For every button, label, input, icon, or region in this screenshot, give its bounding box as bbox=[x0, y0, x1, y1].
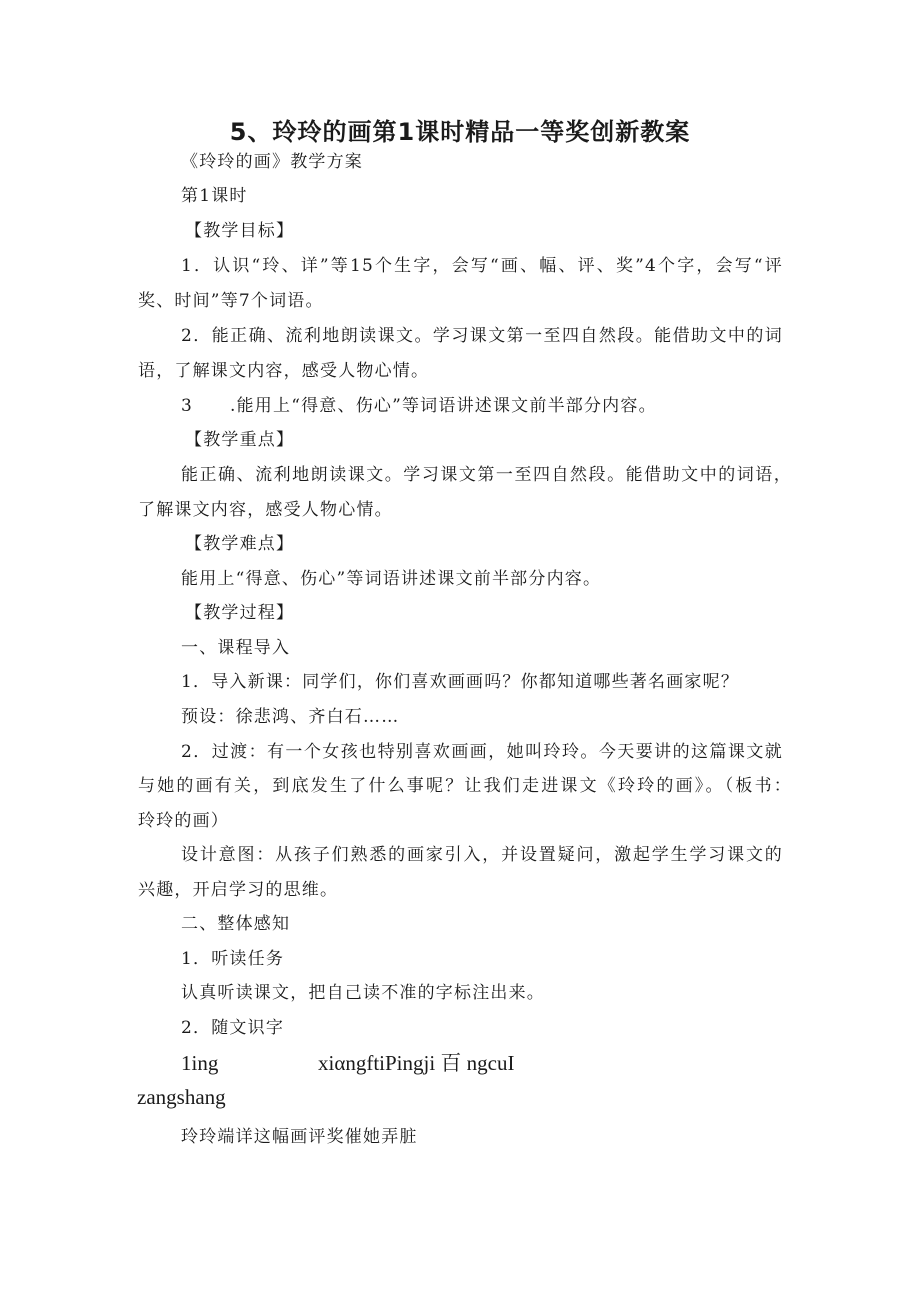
section-2-item-1: 1．听读任务 bbox=[181, 949, 285, 969]
pinyin-line-1-part-1: 1ing bbox=[181, 1051, 219, 1075]
difficulties-line-1: 能用上“得意、伤心”等词语讲述课文前半部分内容。 bbox=[181, 569, 602, 589]
section-2-heading: 二、整体感知 bbox=[181, 914, 291, 934]
document-title: 5、玲玲的画第1课时精品一等奖创新教案 bbox=[229, 118, 691, 146]
key-points-heading: 【教学重点】 bbox=[185, 430, 295, 450]
goal-item-3-text: .能用上“得意、伤心”等词语讲述课文前半部分内容。 bbox=[230, 396, 657, 416]
goal-item-1-line-2: 奖、时间”等7个词语。 bbox=[138, 291, 324, 311]
vocabulary-characters-line: 玲玲端详这幅画评奖催她弄脏 bbox=[181, 1127, 418, 1147]
goal-item-2-line-2: 语，了解课文内容，感受人物心情。 bbox=[138, 361, 430, 381]
section-1-item-2-line-3: 玲玲的画） bbox=[138, 811, 229, 831]
pinyin-line-1-part-2: xiαngftiPingji 百 ngcuI bbox=[318, 1051, 515, 1075]
section-2-item-1-text: 认真听读课文，把自己读不准的字标注出来。 bbox=[181, 983, 545, 1003]
pinyin-line-2: zangshang bbox=[137, 1085, 226, 1109]
section-2-item-2: 2．随文识字 bbox=[181, 1018, 285, 1038]
process-heading: 【教学过程】 bbox=[185, 603, 295, 623]
goal-item-3-number: 3 bbox=[181, 396, 194, 416]
key-points-line-1: 能正确、流利地朗读课文。学习课文第一至四自然段。能借助文中的词语， bbox=[181, 465, 792, 485]
section-1-item-2-line-2: 与她的画有关，到底发生了什么事呢？让我们走进课文《玲玲的画》。（板书： bbox=[138, 776, 792, 796]
goals-heading: 【教学目标】 bbox=[185, 221, 295, 241]
section-1-heading: 一、课程导入 bbox=[181, 638, 291, 658]
section-1-item-1: 1．导入新课：同学们，你们喜欢画画吗？你都知道哪些著名画家呢？ bbox=[181, 672, 740, 692]
section-1-design-line-1: 设计意图：从孩子们熟悉的画家引入，并设置疑问，激起学生学习课文的 bbox=[181, 845, 783, 865]
lesson-number: 第1课时 bbox=[181, 186, 248, 206]
section-1-item-2-line-1: 2．过渡：有一个女孩也特别喜欢画画，她叫玲玲。今天要讲的这篇课文就 bbox=[181, 742, 783, 762]
section-1-preset: 预设：徐悲鸿、齐白石…… bbox=[181, 707, 400, 727]
section-1-design-line-2: 兴趣，开启学习的思维。 bbox=[138, 880, 339, 900]
lesson-plan-subtitle: 《玲玲的画》教学方案 bbox=[181, 152, 363, 172]
key-points-line-2: 了解课文内容，感受人物心情。 bbox=[138, 500, 393, 520]
difficulties-heading: 【教学难点】 bbox=[185, 534, 295, 554]
goal-item-1-line-1: 1．认识“玲、详”等15个生字，会写“画、幅、评、奖”4个字，会写“评 bbox=[181, 256, 783, 276]
goal-item-2-line-1: 2．能正确、流利地朗读课文。学习课文第一至四自然段。能借助文中的词 bbox=[181, 326, 783, 346]
